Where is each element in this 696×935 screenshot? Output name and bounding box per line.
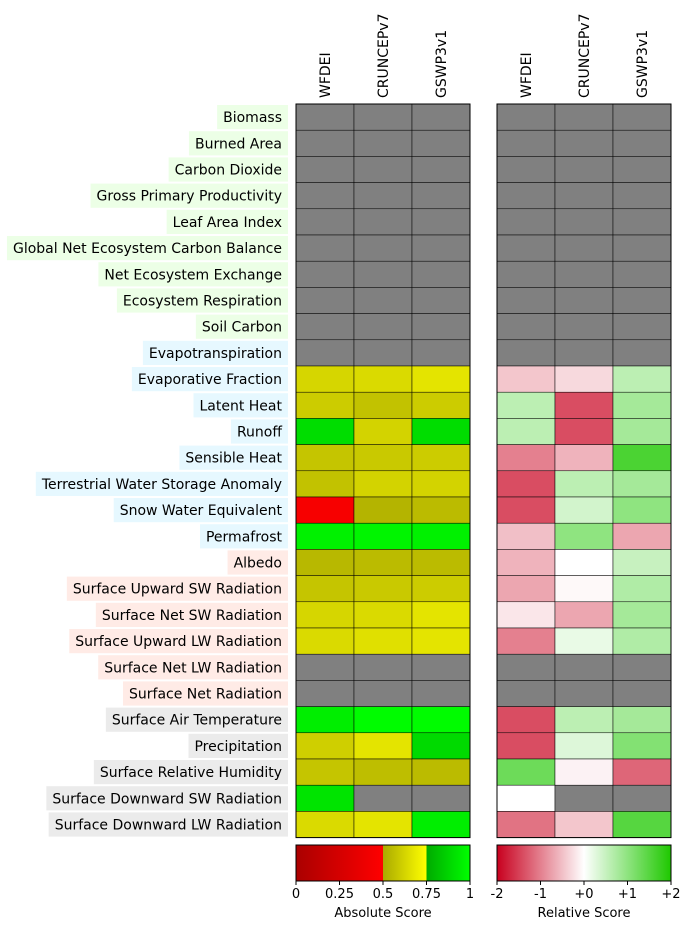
absolute-cell-surface-relative-humidity-wfdei [296,759,354,785]
relative-cell-terrestrial-water-storage-anomaly-cruncepv7 [555,471,613,497]
absolute-cell-surface-relative-humidity-cruncepv7 [354,759,412,785]
row-label-text: Permafrost [205,529,282,546]
relative-cell-ecosystem-respiration-cruncepv7 [555,287,613,313]
absolute-cell-gross-primary-productivity-wfdei [296,183,354,209]
relative-cell-surface-net-lw-radiation-gswp3v1 [613,654,671,680]
absolute-cell-leaf-area-index-cruncepv7 [354,209,412,235]
relative-cell-sensible-heat-cruncepv7 [555,445,613,471]
absolute-cell-runoff-gswp3v1 [412,418,470,444]
row-label-text: Surface Net LW Radiation [104,660,282,677]
absolute-cell-surface-air-temperature-gswp3v1 [412,707,470,733]
absolute-cell-burned-area-gswp3v1 [412,130,470,156]
absolute-cell-soil-carbon-cruncepv7 [354,314,412,340]
relative-cell-evapotranspiration-cruncepv7 [555,340,613,366]
colorbar-tick-label: 0.25 [325,887,354,902]
absolute-cell-gross-primary-productivity-cruncepv7 [354,183,412,209]
row-label-ecosystem-respiration [117,288,288,312]
relative-cell-snow-water-equivalent-cruncepv7 [555,497,613,523]
relative-cell-surface-downward-lw-radiation-gswp3v1 [613,811,671,837]
absolute-cell-gross-primary-productivity-gswp3v1 [412,183,470,209]
absolute-cell-ecosystem-respiration-cruncepv7 [354,287,412,313]
absolute-cell-albedo-gswp3v1 [412,549,470,575]
absolute-cell-surface-net-lw-radiation-cruncepv7 [354,654,412,680]
relative-cell-burned-area-wfdei [497,130,555,156]
relative-cell-latent-heat-wfdei [497,392,555,418]
colorbar-tick-label: +0 [574,887,594,902]
relative-cell-permafrost-gswp3v1 [613,523,671,549]
row-label-global-net-ecosystem-carbon-balance [7,236,288,260]
absolute-cell-carbon-dioxide-cruncepv7 [354,156,412,182]
relative-cell-permafrost-wfdei [497,523,555,549]
absolute-cell-surface-net-radiation-cruncepv7 [354,680,412,706]
absolute-cell-net-ecosystem-exchange-cruncepv7 [354,261,412,287]
absolute-cell-surface-upward-sw-radiation-gswp3v1 [412,576,470,602]
row-label-text: Surface Upward LW Radiation [75,634,282,651]
row-label-sensible-heat [179,446,288,470]
relative-cell-biomass-wfdei [497,104,555,130]
row-label-leaf-area-index [167,210,288,234]
relative-cell-biomass-cruncepv7 [555,104,613,130]
row-label-evapotranspiration [143,341,288,365]
absolute-cell-runoff-cruncepv7 [354,418,412,444]
absolute-cell-ecosystem-respiration-gswp3v1 [412,287,470,313]
row-label-text: Burned Area [194,136,282,153]
relative-cell-surface-downward-lw-radiation-cruncepv7 [555,811,613,837]
column-header-cruncepv7-absolute: CRUNCEPv7 [376,13,392,98]
row-label-gross-primary-productivity [91,184,288,208]
relative-cell-surface-net-radiation-wfdei [497,680,555,706]
absolute-cell-carbon-dioxide-gswp3v1 [412,156,470,182]
absolute-cell-carbon-dioxide-wfdei [296,156,354,182]
row-label-text: Biomass [223,110,282,127]
relative-cell-evapotranspiration-gswp3v1 [613,340,671,366]
relative-cell-albedo-wfdei [497,549,555,575]
absolute-cell-net-ecosystem-exchange-gswp3v1 [412,261,470,287]
column-header-wfdei-relative: WFDEI [519,52,535,98]
relative-cell-surface-net-lw-radiation-wfdei [497,654,555,680]
absolute-cell-surface-net-sw-radiation-gswp3v1 [412,602,470,628]
row-label-net-ecosystem-exchange [98,262,288,286]
row-label-surface-net-sw-radiation [96,603,288,627]
row-label-text: Surface Downward SW Radiation [52,791,282,808]
relative-cell-surface-upward-sw-radiation-gswp3v1 [613,576,671,602]
row-label-text: Net Ecosystem Exchange [104,267,282,284]
absolute-cell-terrestrial-water-storage-anomaly-cruncepv7 [354,471,412,497]
row-label-surface-upward-lw-radiation [69,629,288,653]
column-header-gswp3v1-relative: GSWP3v1 [635,29,651,98]
absolute-cell-evaporative-fraction-cruncepv7 [354,366,412,392]
relative-cell-evaporative-fraction-cruncepv7 [555,366,613,392]
absolute-cell-permafrost-cruncepv7 [354,523,412,549]
relative-cell-surface-downward-sw-radiation-wfdei [497,785,555,811]
relative-cell-surface-net-sw-radiation-wfdei [497,602,555,628]
relative-cell-net-ecosystem-exchange-gswp3v1 [613,261,671,287]
relative-cell-terrestrial-water-storage-anomaly-wfdei [497,471,555,497]
row-label-text: Latent Heat [199,398,282,415]
absolute-cell-surface-relative-humidity-gswp3v1 [412,759,470,785]
absolute-colorbar-label: Absolute Score [334,906,432,921]
relative-cell-surface-upward-sw-radiation-wfdei [497,576,555,602]
absolute-cell-runoff-wfdei [296,418,354,444]
row-label-surface-downward-sw-radiation [46,786,288,810]
relative-cell-surface-downward-lw-radiation-wfdei [497,811,555,837]
relative-cell-latent-heat-cruncepv7 [555,392,613,418]
absolute-cell-net-ecosystem-exchange-wfdei [296,261,354,287]
absolute-cell-surface-net-sw-radiation-cruncepv7 [354,602,412,628]
absolute-cell-surface-downward-sw-radiation-wfdei [296,785,354,811]
absolute-cell-permafrost-wfdei [296,523,354,549]
row-label-text: Surface Relative Humidity [99,765,282,782]
row-label-burned-area [189,131,288,155]
relative-cell-ecosystem-respiration-wfdei [497,287,555,313]
absolute-cell-latent-heat-cruncepv7 [354,392,412,418]
relative-cell-evaporative-fraction-wfdei [497,366,555,392]
column-header-gswp3v1-absolute: GSWP3v1 [434,29,450,98]
absolute-cell-evapotranspiration-cruncepv7 [354,340,412,366]
row-label-text: Evaporative Fraction [137,372,282,389]
relative-score-panel [497,104,671,838]
row-label-albedo [228,550,288,574]
absolute-cell-global-net-ecosystem-carbon-balance-wfdei [296,235,354,261]
relative-cell-surface-net-radiation-gswp3v1 [613,680,671,706]
absolute-cell-surface-upward-sw-radiation-cruncepv7 [354,576,412,602]
colorbars [292,845,681,921]
absolute-colorbar [296,845,470,881]
relative-cell-evaporative-fraction-gswp3v1 [613,366,671,392]
relative-cell-runoff-wfdei [497,418,555,444]
absolute-cell-biomass-gswp3v1 [412,104,470,130]
absolute-cell-surface-air-temperature-wfdei [296,707,354,733]
relative-cell-global-net-ecosystem-carbon-balance-wfdei [497,235,555,261]
absolute-cell-precipitation-cruncepv7 [354,733,412,759]
colorbar-tick-label: 0 [291,887,301,902]
relative-cell-precipitation-gswp3v1 [613,733,671,759]
column-header-cruncepv7-relative: CRUNCEPv7 [577,13,593,98]
row-label-text: Ecosystem Respiration [122,293,282,310]
row-label-text: Surface Air Temperature [111,712,282,729]
colorbar-tick-label: -2 [490,887,504,902]
row-label-terrestrial-water-storage-anomaly [36,472,288,496]
relative-cell-surface-air-temperature-gswp3v1 [613,707,671,733]
absolute-cell-sensible-heat-cruncepv7 [354,445,412,471]
relative-cell-precipitation-cruncepv7 [555,733,613,759]
relative-cell-surface-air-temperature-wfdei [497,707,555,733]
absolute-cell-soil-carbon-gswp3v1 [412,314,470,340]
row-label-permafrost [200,524,288,548]
relative-cell-surface-net-sw-radiation-gswp3v1 [613,602,671,628]
relative-cell-latent-heat-gswp3v1 [613,392,671,418]
colorbar-tick-label: +2 [661,887,681,902]
absolute-cell-terrestrial-water-storage-anomaly-gswp3v1 [412,471,470,497]
row-label-surface-downward-lw-radiation [49,812,288,836]
row-label-surface-air-temperature [106,708,288,732]
relative-cell-snow-water-equivalent-gswp3v1 [613,497,671,523]
absolute-cell-permafrost-gswp3v1 [412,523,470,549]
absolute-cell-sensible-heat-wfdei [296,445,354,471]
row-label-snow-water-equivalent [114,498,288,522]
absolute-cell-latent-heat-gswp3v1 [412,392,470,418]
absolute-cell-evapotranspiration-wfdei [296,340,354,366]
relative-cell-soil-carbon-gswp3v1 [613,314,671,340]
relative-cell-runoff-gswp3v1 [613,418,671,444]
column-headers [318,14,651,98]
relative-cell-runoff-cruncepv7 [555,418,613,444]
relative-cell-surface-upward-sw-radiation-cruncepv7 [555,576,613,602]
absolute-cell-ecosystem-respiration-wfdei [296,287,354,313]
absolute-cell-precipitation-gswp3v1 [412,733,470,759]
row-label-text: Surface Net SW Radiation [101,607,282,624]
row-label-surface-net-radiation [123,681,288,705]
relative-cell-carbon-dioxide-cruncepv7 [555,156,613,182]
absolute-cell-surface-net-sw-radiation-wfdei [296,602,354,628]
absolute-cell-evaporative-fraction-wfdei [296,366,354,392]
relative-cell-permafrost-cruncepv7 [555,523,613,549]
row-label-text: Evapotranspiration [148,345,282,362]
row-labels [7,105,288,837]
relative-cell-evapotranspiration-wfdei [497,340,555,366]
absolute-cell-biomass-cruncepv7 [354,104,412,130]
absolute-cell-surface-downward-lw-radiation-gswp3v1 [412,811,470,837]
relative-cell-albedo-cruncepv7 [555,549,613,575]
colorbar-tick-label: +1 [617,887,638,902]
colorbar-tick-label: 0.75 [412,887,441,902]
absolute-cell-snow-water-equivalent-gswp3v1 [412,497,470,523]
relative-cell-surface-relative-humidity-wfdei [497,759,555,785]
relative-cell-surface-upward-lw-radiation-cruncepv7 [555,628,613,654]
relative-cell-soil-carbon-wfdei [497,314,555,340]
row-label-text: Sensible Heat [185,450,282,467]
relative-cell-leaf-area-index-cruncepv7 [555,209,613,235]
relative-cell-gross-primary-productivity-wfdei [497,183,555,209]
absolute-cell-precipitation-wfdei [296,733,354,759]
absolute-cell-surface-upward-lw-radiation-cruncepv7 [354,628,412,654]
relative-cell-surface-upward-lw-radiation-wfdei [497,628,555,654]
relative-cell-surface-relative-humidity-cruncepv7 [555,759,613,785]
absolute-cell-evaporative-fraction-gswp3v1 [412,366,470,392]
absolute-cell-surface-downward-lw-radiation-wfdei [296,811,354,837]
absolute-cell-sensible-heat-gswp3v1 [412,445,470,471]
row-label-text: Snow Water Equivalent [119,503,282,520]
absolute-cell-surface-downward-sw-radiation-gswp3v1 [412,785,470,811]
relative-cell-ecosystem-respiration-gswp3v1 [613,287,671,313]
relative-cell-gross-primary-productivity-gswp3v1 [613,183,671,209]
absolute-cell-soil-carbon-wfdei [296,314,354,340]
relative-cell-burned-area-cruncepv7 [555,130,613,156]
row-label-surface-relative-humidity [94,760,288,784]
absolute-cell-surface-downward-lw-radiation-cruncepv7 [354,811,412,837]
absolute-cell-latent-heat-wfdei [296,392,354,418]
row-label-runoff [231,419,288,443]
row-label-soil-carbon [196,315,288,339]
relative-cell-surface-net-sw-radiation-cruncepv7 [555,602,613,628]
relative-cell-surface-air-temperature-cruncepv7 [555,707,613,733]
row-label-text: Leaf Area Index [172,214,282,231]
relative-cell-sensible-heat-wfdei [497,445,555,471]
absolute-cell-surface-air-temperature-cruncepv7 [354,707,412,733]
row-label-text: Precipitation [194,738,282,755]
colorbar-tick-label: 1 [465,887,475,902]
absolute-cell-biomass-wfdei [296,104,354,130]
absolute-cell-burned-area-cruncepv7 [354,130,412,156]
absolute-cell-snow-water-equivalent-wfdei [296,497,354,523]
row-label-text: Terrestrial Water Storage Anomaly [41,476,282,493]
relative-cell-snow-water-equivalent-wfdei [497,497,555,523]
relative-cell-leaf-area-index-gswp3v1 [613,209,671,235]
absolute-cell-surface-net-radiation-wfdei [296,680,354,706]
absolute-cell-evapotranspiration-gswp3v1 [412,340,470,366]
absolute-cell-snow-water-equivalent-cruncepv7 [354,497,412,523]
absolute-cell-burned-area-wfdei [296,130,354,156]
absolute-cell-surface-net-radiation-gswp3v1 [412,680,470,706]
absolute-cell-albedo-cruncepv7 [354,549,412,575]
row-label-text: Soil Carbon [201,319,282,336]
relative-cell-surface-downward-sw-radiation-gswp3v1 [613,785,671,811]
absolute-cell-leaf-area-index-gswp3v1 [412,209,470,235]
absolute-score-panel [296,104,470,838]
relative-cell-net-ecosystem-exchange-wfdei [497,261,555,287]
row-label-evaporative-fraction [132,367,288,391]
row-label-text: Surface Upward SW Radiation [72,581,282,598]
relative-cell-precipitation-wfdei [497,733,555,759]
row-label-carbon-dioxide [169,157,288,181]
relative-cell-surface-downward-sw-radiation-cruncepv7 [555,785,613,811]
absolute-cell-leaf-area-index-wfdei [296,209,354,235]
relative-cell-soil-carbon-cruncepv7 [555,314,613,340]
row-label-text: Surface Downward LW Radiation [54,817,282,834]
relative-cell-net-ecosystem-exchange-cruncepv7 [555,261,613,287]
row-label-surface-net-lw-radiation [98,655,288,679]
relative-cell-burned-area-gswp3v1 [613,130,671,156]
relative-cell-albedo-gswp3v1 [613,549,671,575]
absolute-cell-surface-downward-sw-radiation-cruncepv7 [354,785,412,811]
row-label-text: Albedo [233,555,282,572]
absolute-cell-albedo-wfdei [296,549,354,575]
relative-cell-leaf-area-index-wfdei [497,209,555,235]
relative-cell-surface-upward-lw-radiation-gswp3v1 [613,628,671,654]
relative-colorbar [497,845,671,881]
absolute-cell-terrestrial-water-storage-anomaly-wfdei [296,471,354,497]
row-label-biomass [217,105,288,129]
row-label-text: Gross Primary Productivity [96,188,282,205]
relative-cell-biomass-gswp3v1 [613,104,671,130]
row-label-text: Surface Net Radiation [129,686,282,703]
relative-cell-sensible-heat-gswp3v1 [613,445,671,471]
absolute-cell-surface-upward-sw-radiation-wfdei [296,576,354,602]
colorbar-tick-label: 0.5 [372,887,394,902]
row-label-text: Carbon Dioxide [174,162,282,179]
row-label-text: Runoff [236,424,282,441]
absolute-cell-global-net-ecosystem-carbon-balance-gswp3v1 [412,235,470,261]
relative-cell-carbon-dioxide-gswp3v1 [613,156,671,182]
absolute-cell-global-net-ecosystem-carbon-balance-cruncepv7 [354,235,412,261]
row-label-precipitation [188,734,288,758]
row-label-text: Global Net Ecosystem Carbon Balance [12,241,282,258]
relative-cell-gross-primary-productivity-cruncepv7 [555,183,613,209]
relative-cell-global-net-ecosystem-carbon-balance-gswp3v1 [613,235,671,261]
absolute-cell-surface-net-lw-radiation-gswp3v1 [412,654,470,680]
absolute-cell-surface-upward-lw-radiation-gswp3v1 [412,628,470,654]
relative-cell-terrestrial-water-storage-anomaly-gswp3v1 [613,471,671,497]
absolute-cell-surface-upward-lw-radiation-wfdei [296,628,354,654]
row-label-latent-heat [193,393,288,417]
relative-colorbar-label: Relative Score [537,906,631,921]
row-label-surface-upward-sw-radiation [67,577,288,601]
relative-cell-global-net-ecosystem-carbon-balance-cruncepv7 [555,235,613,261]
relative-cell-carbon-dioxide-wfdei [497,156,555,182]
absolute-cell-surface-net-lw-radiation-wfdei [296,654,354,680]
relative-cell-surface-net-lw-radiation-cruncepv7 [555,654,613,680]
colorbar-tick-label: -1 [534,887,547,902]
column-header-wfdei-absolute: WFDEI [318,52,334,98]
relative-cell-surface-relative-humidity-gswp3v1 [613,759,671,785]
relative-cell-surface-net-radiation-cruncepv7 [555,680,613,706]
